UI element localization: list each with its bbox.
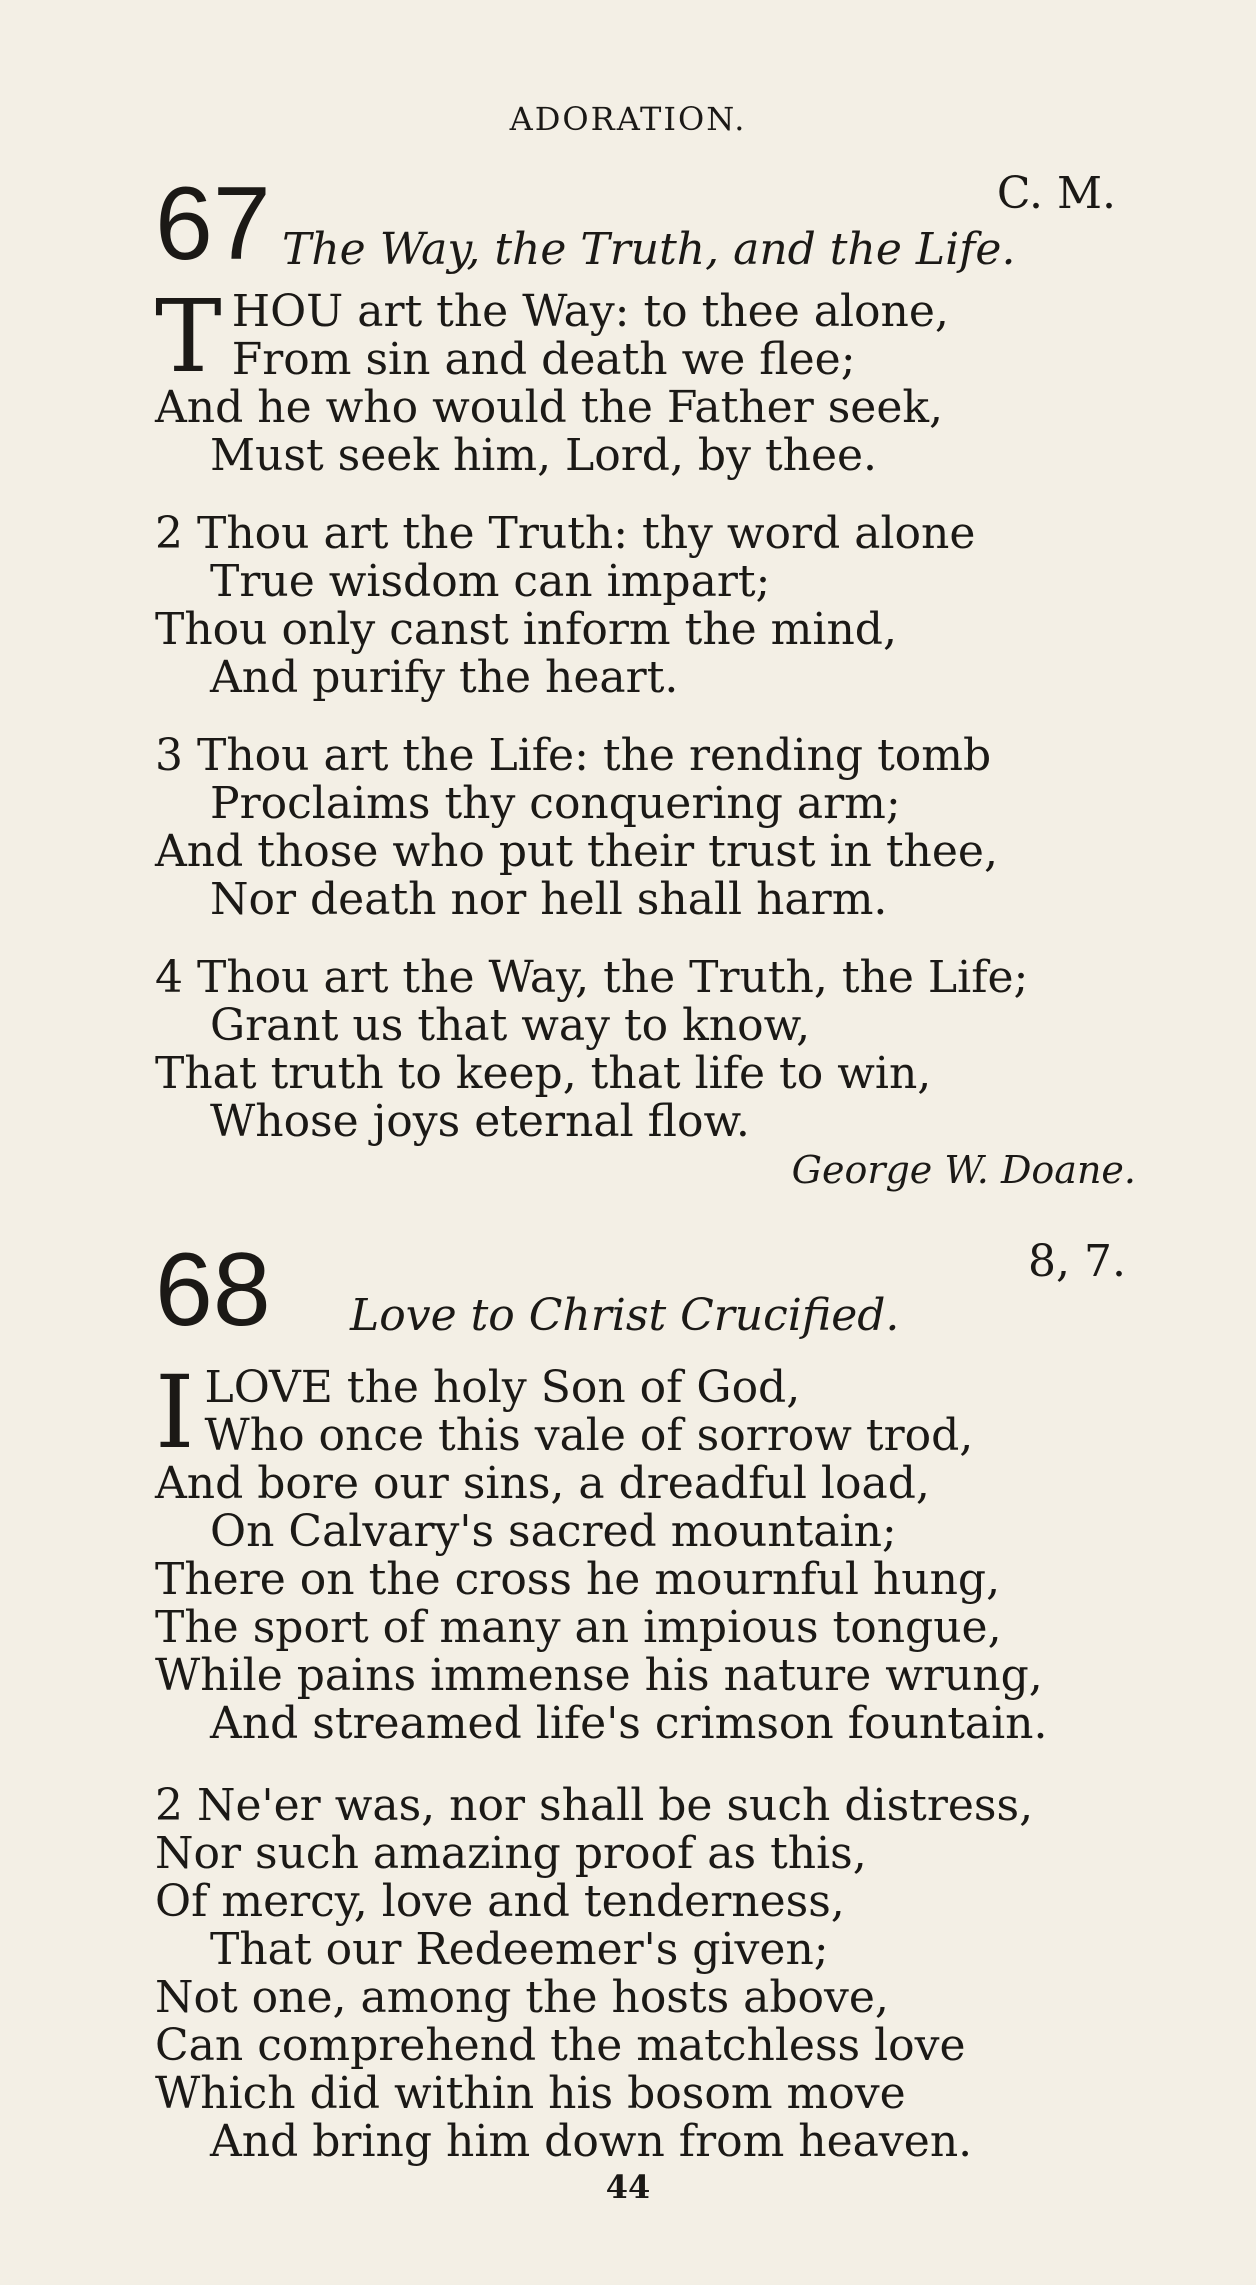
section-header: ADORATION. (509, 100, 747, 138)
verse-line: True wisdom can impart; (210, 556, 771, 607)
verse-line: Ne'er was, nor shall be such distress, (197, 1780, 1034, 1831)
verse-line: Whose joys eternal flow. (210, 1096, 750, 1147)
verse-line: Thou only canst inform the mind, (155, 604, 897, 655)
verse-line: Thou art the Way, the Truth, the Life; (197, 952, 1029, 1003)
verse-line: LOVE the holy Son of God, (204, 1362, 801, 1413)
verse-line: And streamed life's crimson fountain. (210, 1698, 1048, 1749)
hymn-meter: 8, 7. (1028, 1236, 1126, 1287)
stanza-number: 4 (155, 952, 183, 1003)
verse-line: That our Redeemer's given; (210, 1924, 829, 1975)
verse-line: While pains immense his nature wrung, (155, 1650, 1043, 1701)
stanza-number: 3 (155, 730, 183, 781)
hymn-number: 68 (155, 1232, 271, 1348)
hymn-meter: C. M. (996, 168, 1116, 219)
verse-line: There on the cross he mournful hung, (155, 1554, 1001, 1605)
stanza (155, 732, 1155, 924)
hymn-title: The Way, the Truth, and the Life. (282, 224, 1016, 275)
verse-line: Thou art the Life: the rending tomb (197, 730, 992, 781)
verse-line: Of mercy, love and tenderness, (155, 1876, 845, 1927)
stanza (155, 510, 1155, 702)
verse-line: Proclaims thy conquering arm; (210, 778, 901, 829)
verse-line: On Calvary's sacred mountain; (210, 1506, 897, 1557)
verse-line: And bore our sins, a dreadful load, (155, 1458, 930, 1509)
verse-line: Must seek him, Lord, by thee. (210, 430, 878, 481)
verse-line: And he who would the Father seek, (155, 382, 944, 433)
verse-line: Nor such amazing proof as this, (155, 1828, 867, 1879)
stanza (155, 1354, 1155, 1749)
drop-cap: I (155, 1354, 195, 1471)
stanza (155, 1782, 1155, 2166)
author-attribution: George W. Doane. (791, 1148, 1136, 1192)
verse-line: Who once this vale of sorrow trod, (204, 1410, 974, 1461)
verse-line: Grant us that way to know, (210, 1000, 811, 1051)
stanza (155, 954, 1155, 1146)
hymn-number: 67 (155, 166, 271, 282)
drop-cap: T (155, 278, 222, 395)
verse-line: The sport of many an impious tongue, (155, 1602, 1002, 1653)
verse-line: Which did within his bosom move (155, 2068, 906, 2119)
page-number: 44 (605, 2168, 651, 2206)
verse-line: That truth to keep, that life to win, (155, 1048, 932, 1099)
verse-line: Can comprehend the matchless love (155, 2020, 966, 2071)
verse-line: Not one, among the hosts above, (155, 1972, 889, 2023)
stanza-number: 2 (155, 508, 183, 559)
verse-line: Thou art the Truth: thy word alone (197, 508, 976, 559)
verse-line: And those who put their trust in thee, (155, 826, 998, 877)
verse-line: And purify the heart. (210, 652, 679, 703)
verse-line: And bring him down from heaven. (210, 2116, 973, 2167)
verse-line: HOU art the Way: to thee alone, (231, 286, 949, 337)
verse-line: From sin and death we flee; (231, 334, 856, 385)
hymn-title: Love to Christ Crucified. (350, 1290, 900, 1341)
stanza (155, 278, 1155, 481)
verse-line: Nor death nor hell shall harm. (210, 874, 888, 925)
stanza-number: 2 (155, 1780, 183, 1831)
